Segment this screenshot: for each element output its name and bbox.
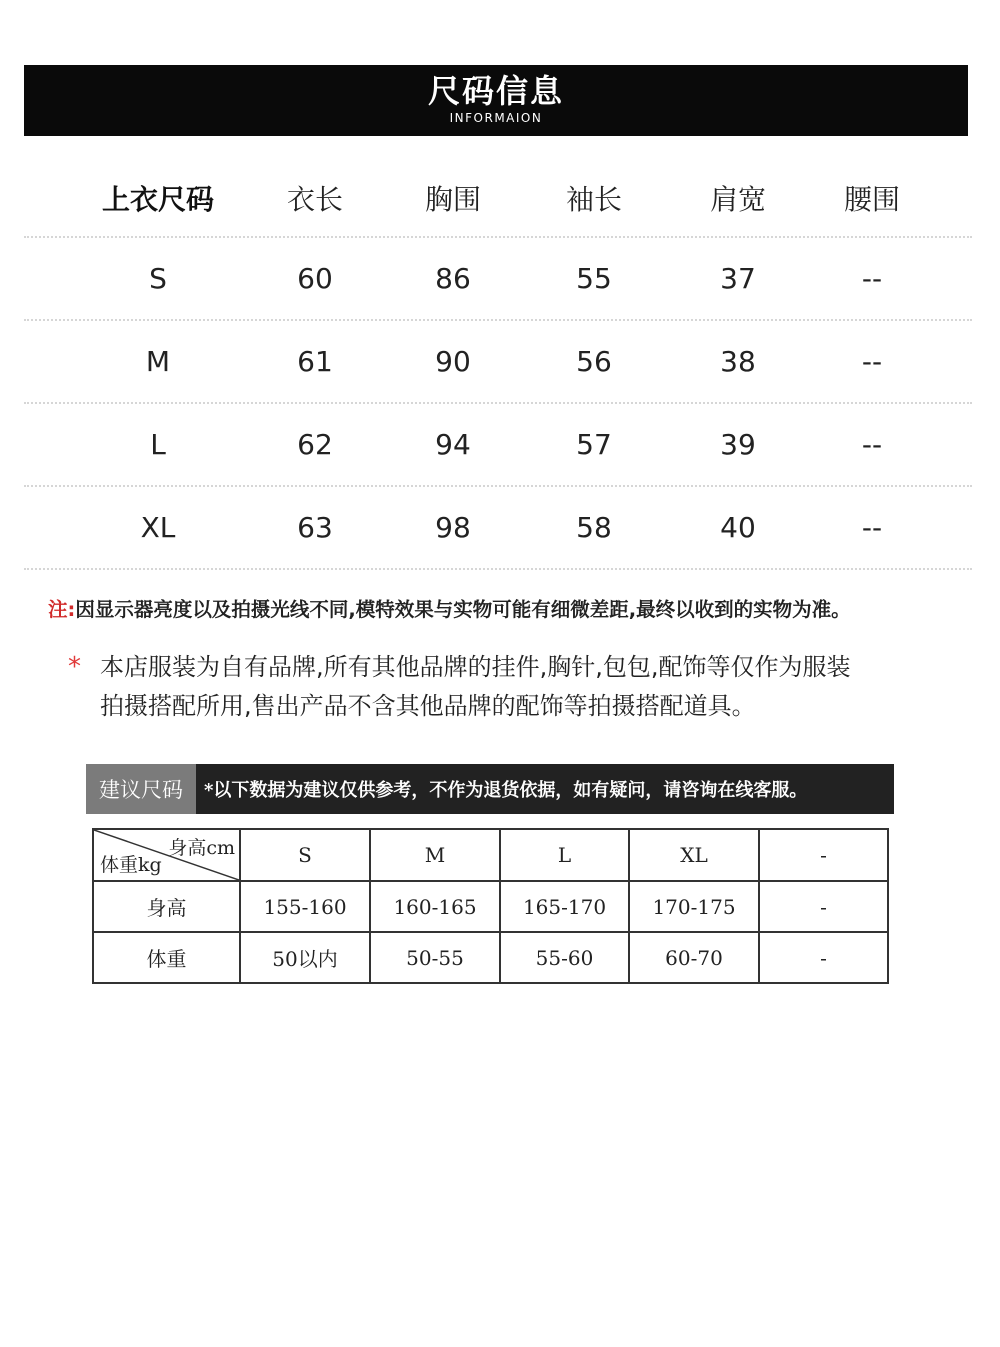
waist-cell: -- [861,428,883,461]
row-label-height: 身高 [93,881,240,932]
corner-weight-label: 体重kg [100,854,162,876]
shoulder-cell: 37 [720,262,756,295]
note-prefix: 注: [48,598,76,621]
row-label-weight: 体重 [93,932,240,983]
display-note [48,594,988,622]
recommend-size-bar [86,764,894,814]
header-waist: 腰围 [843,183,900,216]
chest-cell: 86 [435,262,471,295]
chest-cell: 94 [435,428,471,461]
size-cell: M [145,345,171,378]
length-cell: 60 [297,262,333,295]
disclaimer-line-2: 拍摄搭配所用,售出产品不含其他品牌的配饰等拍摄搭配道具。 [100,692,756,720]
size-header-cell: S [240,829,370,881]
shoulder-cell: 40 [720,511,756,544]
shoulder-cell: 39 [720,428,756,461]
size-table-header [24,160,972,238]
asterisk-icon: * [68,652,81,682]
sleeve-cell: 56 [576,345,612,378]
brand-disclaimer [68,648,968,726]
waist-cell: -- [861,345,883,378]
header-chest: 胸围 [424,183,481,216]
length-cell: 62 [297,428,333,461]
chest-cell: 98 [435,511,471,544]
sleeve-cell: 58 [576,511,612,544]
size-cell: S [149,262,167,295]
size-header-cell: M [370,829,500,881]
weight-cell: 50-55 [370,932,500,983]
table-row [24,404,972,487]
header-sleeve: 袖长 [565,183,622,216]
size-header-cell: XL [629,829,759,881]
length-cell: 63 [297,511,333,544]
size-header-cell: L [500,829,629,881]
table-row [24,238,972,321]
size-table [24,160,972,570]
recommend-size-table [92,828,889,984]
table-row [24,487,972,570]
height-cell: 165-170 [500,881,629,932]
corner-height-label: 身高cm [168,837,235,859]
shoulder-cell: 38 [720,345,756,378]
corner-cell [93,829,240,881]
height-cell: - [759,881,888,932]
weight-cell: 55-60 [500,932,629,983]
disclaimer-line-1: 本店服装为自有品牌,所有其他品牌的挂件,胸针,包包,配饰等仅作为服装 [100,653,851,681]
header-size: 上衣尺码 [101,183,214,216]
chest-cell: 90 [435,345,471,378]
header-length: 衣长 [286,183,343,216]
size-cell: L [150,428,166,461]
weight-cell: 50以内 [240,932,370,983]
header-shoulder: 肩宽 [709,183,766,216]
waist-cell: -- [861,511,883,544]
sleeve-cell: 55 [576,262,612,295]
note-text: 因显示器亮度以及拍摄光线不同,模特效果与实物可能有细微差距,最终以收到的实物为准。 [75,598,851,621]
height-cell: 170-175 [629,881,759,932]
page-title: 尺码信息 [427,72,564,110]
table-row [24,321,972,404]
length-cell: 61 [297,345,333,378]
size-header-cell: - [759,829,888,881]
size-cell: XL [140,511,176,544]
table-row [93,881,888,932]
recommend-size-description: *以下数据为建议仅供参考，不作为退货依据，如有疑问，请咨询在线客服。 [204,780,808,801]
sleeve-cell: 57 [576,428,612,461]
weight-cell: - [759,932,888,983]
page-subtitle: INFORMAION [449,111,543,125]
height-cell: 155-160 [240,881,370,932]
table-row [93,932,888,983]
weight-cell: 60-70 [629,932,759,983]
recommend-size-label: 建议尺码 [86,764,196,814]
waist-cell: -- [861,262,883,295]
header-banner [24,65,968,136]
table-row [93,829,888,881]
height-cell: 160-165 [370,881,500,932]
